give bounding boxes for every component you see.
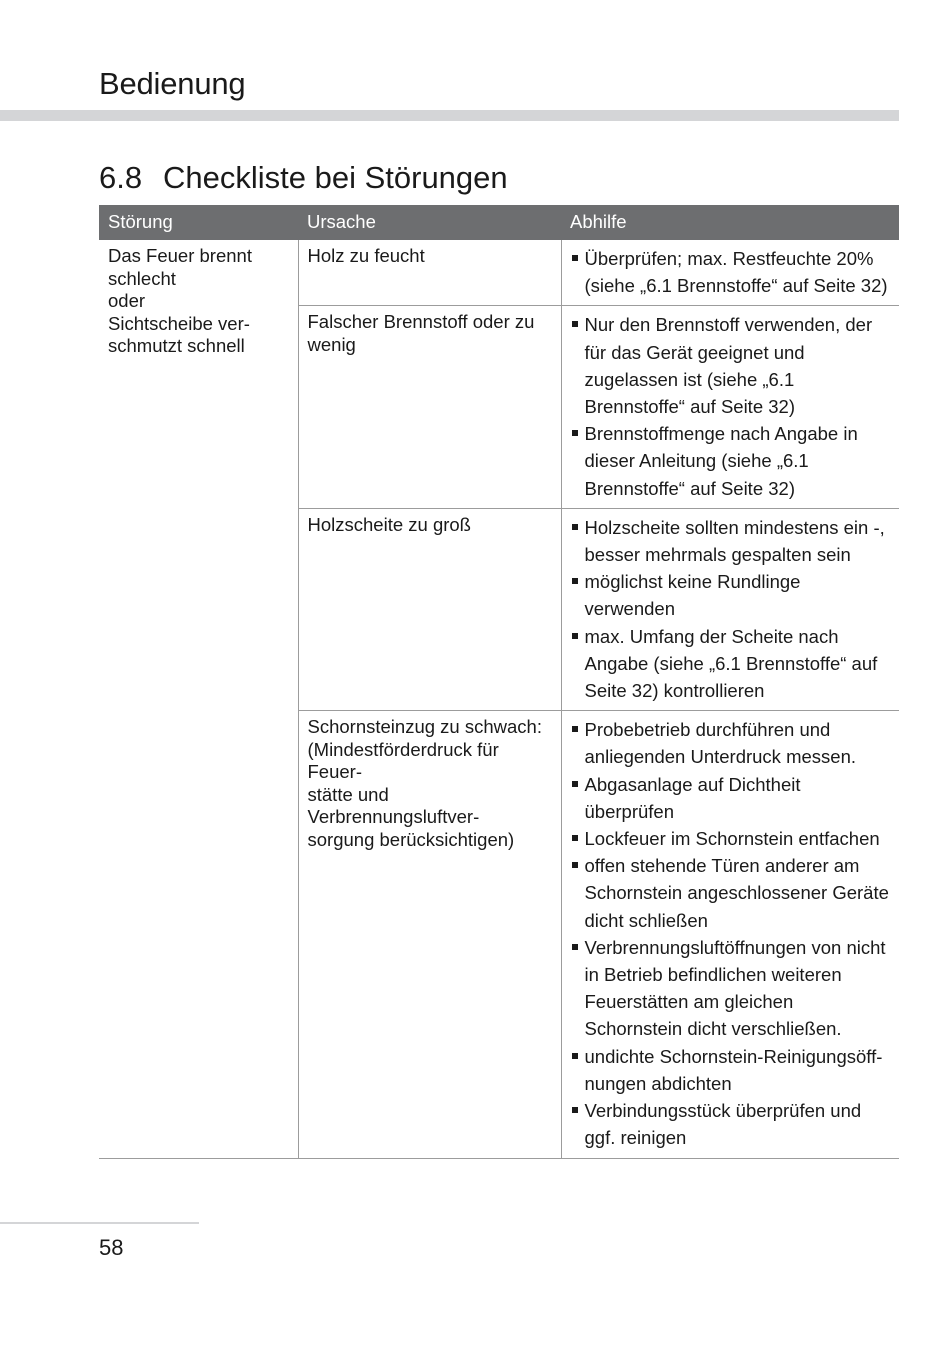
- remedy-list: [571, 245, 891, 299]
- remedy-item: undichte Schornstein-Reinigungsöff-nungen abdichten: [571, 1043, 891, 1097]
- troubleshooting-table: [99, 205, 899, 1159]
- stoerung-line: oder: [108, 290, 146, 311]
- abhilfe-cell: [561, 306, 899, 508]
- table-header-row: [99, 205, 899, 240]
- remedy-item: offen stehende Türen anderer am Schornstein angeschlossener Geräte dicht schließen: [571, 852, 891, 934]
- remedy-item: max. Umfang der Scheite nach Angabe (siehe „6.1 Brennstoffe“ auf Seite 32) kontrollieren: [571, 623, 891, 705]
- ursache-line: Holz zu feucht: [307, 245, 425, 266]
- remedy-item: Verbrennungsluftöffnungen von nicht in Betrieb befindlichen weiteren Feuerstätten am gleichen Schornstein dicht verschließen.: [571, 934, 891, 1043]
- ursache-line: wenig: [307, 333, 356, 355]
- remedy-item: Verbindungsstück überprüfen und ggf. reinigen: [571, 1097, 891, 1151]
- ursache-line: sorgung berücksichtigen): [307, 828, 515, 850]
- remedy-list: [571, 514, 891, 704]
- column-header-stoerung: Störung: [99, 205, 298, 240]
- remedy-item: Brennstoffmenge nach Angabe in dieser Anleitung (siehe „6.1 Brennstoffe“ auf Seite 32): [571, 420, 891, 502]
- stoerung-line: schmutzt schnell: [108, 335, 245, 356]
- remedy-item: Lockfeuer im Schornstein entfachen: [571, 825, 891, 852]
- ursache-cell: [298, 240, 561, 306]
- remedy-list: [571, 311, 891, 501]
- ursache-line: (Mindestförderdruck für Feuer-: [307, 738, 499, 783]
- abhilfe-cell: [561, 240, 899, 306]
- abhilfe-cell: [561, 508, 899, 710]
- remedy-item: Überprüfen; max. Restfeuchte 20% (siehe „6.1 Brennstoffe“ auf Seite 32): [571, 245, 891, 299]
- section-header: Bedienung: [99, 66, 246, 101]
- ursache-line: stätte und Verbrennungsluftver-: [307, 783, 480, 828]
- ursache-cell: [298, 306, 561, 508]
- chapter-title-text: Checkliste bei Störungen: [163, 160, 508, 195]
- page-number: 58: [99, 1235, 124, 1260]
- stoerung-line: Sichtscheibe ver-: [108, 312, 250, 334]
- ursache-cell: [298, 711, 561, 1158]
- column-header-abhilfe: Abhilfe: [561, 205, 899, 240]
- header-rule: [0, 110, 899, 121]
- ursache-line: Falscher Brennstoff oder zu: [307, 311, 535, 333]
- ursache-line: Holzscheite zu groß: [307, 513, 471, 535]
- abhilfe-cell: [561, 711, 899, 1158]
- remedy-item: Holzscheite sollten mindestens ein -, besser mehrmals gespalten sein: [571, 514, 891, 568]
- remedy-item: möglichst keine Rundlinge verwenden: [571, 568, 891, 622]
- remedy-item: Abgasanlage auf Dichtheit überprüfen: [571, 771, 891, 825]
- stoerung-line: schlecht: [108, 267, 176, 289]
- stoerung-line: Das Feuer brennt: [108, 245, 252, 266]
- column-header-ursache: Ursache: [298, 205, 561, 240]
- stoerung-cell: [99, 240, 298, 1158]
- footer-rule: [0, 1222, 199, 1224]
- chapter-number: 6.8: [99, 160, 143, 195]
- ursache-line: Schornsteinzug zu schwach:: [307, 716, 542, 738]
- chapter-title: [99, 160, 508, 196]
- ursache-cell: [298, 508, 561, 710]
- table-row: [99, 240, 899, 306]
- remedy-item: Probebetrieb durchführen und anliegenden Unterdruck messen.: [571, 716, 891, 770]
- remedy-item: Nur den Brennstoff verwenden, der für das Gerät geeignet und zugelassen ist (siehe „6.1 Brennstoffe“ auf Seite 32): [571, 311, 891, 420]
- remedy-list: [571, 716, 891, 1151]
